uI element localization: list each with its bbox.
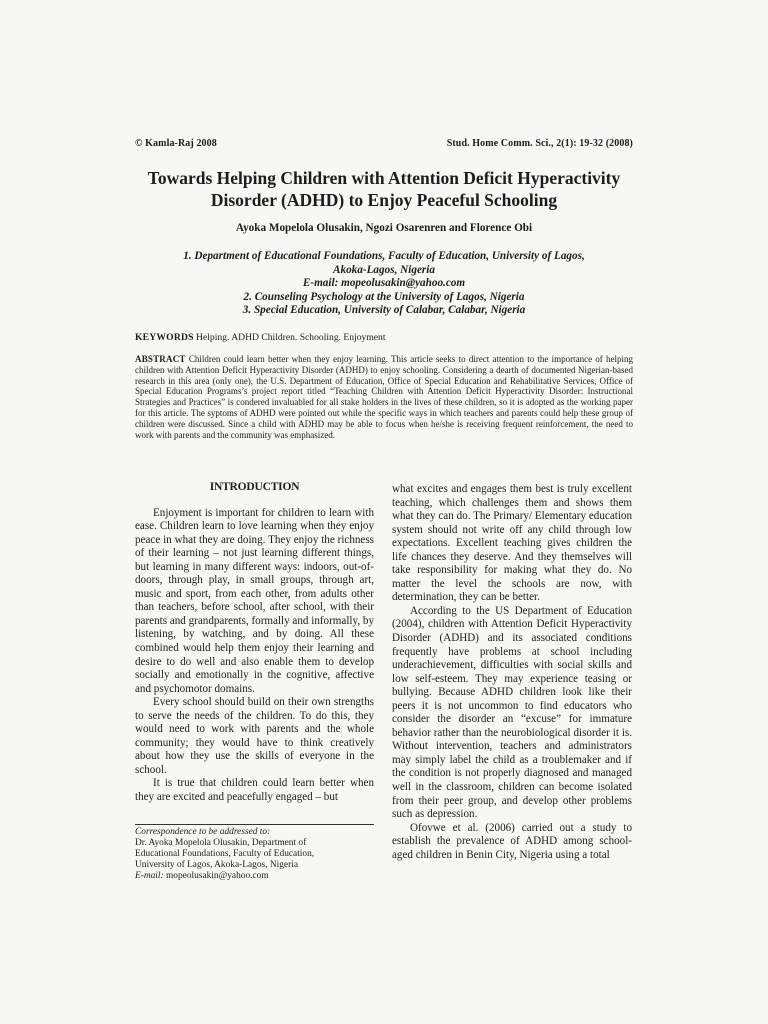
body-paragraph: According to the US Department of Education (2004), children with Attention Deficit Hyperactivity Disorder (ADHD) and its associated conditions frequently have problems at school including underachievement, difficulties with social skills and low self-esteem. They may experience teasing or bullying. Because ADHD children look like their peers it is not uncommon to find educators who consider the disorder an “excuse” for immature behavior rather than the neurobiological disorder it is. Without intervention, teachers and administrators may simply label the child as a troublemaker and if the condition is not properly diagnosed and managed well in the classroom, children can become isolated from their peer group, and develop other problems such as depression. — [392, 604, 632, 821]
body-paragraph: It is true that children could learn better when they are excited and peacefully engaged – but — [135, 777, 374, 804]
affiliation-email: E-mail: mopeolusakin@yahoo.com — [302, 277, 466, 289]
affiliation-line: 2. Counseling Psychology at the University of Lagos, Nigeria — [243, 290, 525, 303]
abstract-label: ABSTRACT — [135, 354, 186, 364]
keywords-block — [135, 332, 635, 343]
affiliations — [120, 250, 648, 318]
affiliation-line: 3. Special Education, University of Calabar, Calabar, Nigeria — [242, 304, 526, 316]
footnote-line: Dr. Ayoka Mopelola Olusakin, Department of — [135, 838, 307, 848]
copyright-notice: © Kamla-Raj 2008 — [135, 138, 217, 149]
body-paragraph: what excites and engages them best is truly excellent teaching, which challenges them and shows them what they can do. The Primary/ Elementary education system should not write off any child through low expectations. Excellent teaching gives children the life chances they deserve. And they themselves will take responsibility for making what they do. No matter the level the schools are now, with determination, they can be better. — [392, 483, 632, 604]
keywords-text: Helping. ADHD Children. Schooling. Enjoyment — [196, 332, 386, 343]
footnote-label: Correspondence to be addressed to: — [135, 827, 271, 837]
affiliation-line: 1. Department of Educational Foundations, Faculty of Education, University of Lagos, — [183, 250, 585, 262]
footnote-line: University of Lagos, Akoka-Lagos, Nigeria — [135, 860, 298, 870]
footnote-line: Educational Foundations, Faculty of Education, — [135, 849, 315, 859]
right-column — [392, 483, 632, 862]
footnote-email-label: E-mail: — [135, 871, 164, 881]
footnote-email-line — [135, 871, 374, 882]
left-column — [135, 481, 374, 805]
abstract-block — [135, 354, 633, 440]
abstract-text: Children could learn better when they enjoy learning. This article seeks to direct attention to the importance of helping children with Attention Deficit Hyperactivity Disorder (ADHD) to enjoy schooling. Considering a dearth of documented Nigerian-based research in this area (only one), the U.S. Department of Education, Office of Special Education and Rehabilitative Services, Office of Special Education Programs’s project report titled “Teaching Children with Attention Deficit Hyperactivity Disorder: Instructional Strategies and Practices” is condered invaluabled for all stake holders in the lives of these children, so it is adopted as the working paper for this article. The syptoms of ADHD were pointed out while the specific ways in which teachers and parents could help these group of children were discussed. Since a child with ADHD may be able to focus when he/she is receiving frequent reinforcement, the need to work with parents and the community was emphasized. — [135, 354, 634, 440]
keywords-label: KEYWORDS — [135, 332, 194, 343]
author-list: Ayoka Mopelola Olusakin, Ngozi Osarenren and Florence Obi — [235, 222, 533, 234]
section-heading-introduction: INTRODUCTION — [209, 481, 300, 493]
body-paragraph: Ofovwe et al. (2006) carried out a study to establish the prevalence of ADHD among school-aged children in Benin City, Nigeria using a total — [392, 821, 632, 861]
paper-title: Towards Helping Children with Attention Deficit Hyperactivity Disorder (ADHD) to Enjoy Peaceful Schooling — [147, 168, 621, 210]
affiliation-line: Akoka-Lagos, Nigeria — [333, 263, 435, 276]
correspondence-footnote — [135, 824, 374, 882]
body-paragraph: Every school should build on their own strengths to serve the needs of the children. To do this, they would need to work with parents and the whole community; they would have to think creatively about how they use the skills of everyone in the school. — [135, 696, 374, 776]
body-paragraph: Enjoyment is important for children to learn with ease. Children learn to love learning when they enjoy peace in what they are doing. They enjoy the richness of their learning – not just learning different things, but learning in many different ways: indoors, out-of-doors, through play, in small groups, through art, music and sport, from each other, from adults other than teachers, before school, after school, with their parents and grandparents, formally and informally, by listening, by watching, and by doing. All these combined would help them enjoy their learning and desire to do well and also enable them to develop socially and emotionally in the cognitive, affective and psychomotor domains. — [135, 506, 374, 695]
footnote-email: mopeolusakin@yahoo.com — [165, 871, 269, 881]
journal-citation: Stud. Home Comm. Sci., 2(1): 19-32 (2008) — [446, 138, 633, 149]
footnote-divider — [135, 824, 374, 825]
